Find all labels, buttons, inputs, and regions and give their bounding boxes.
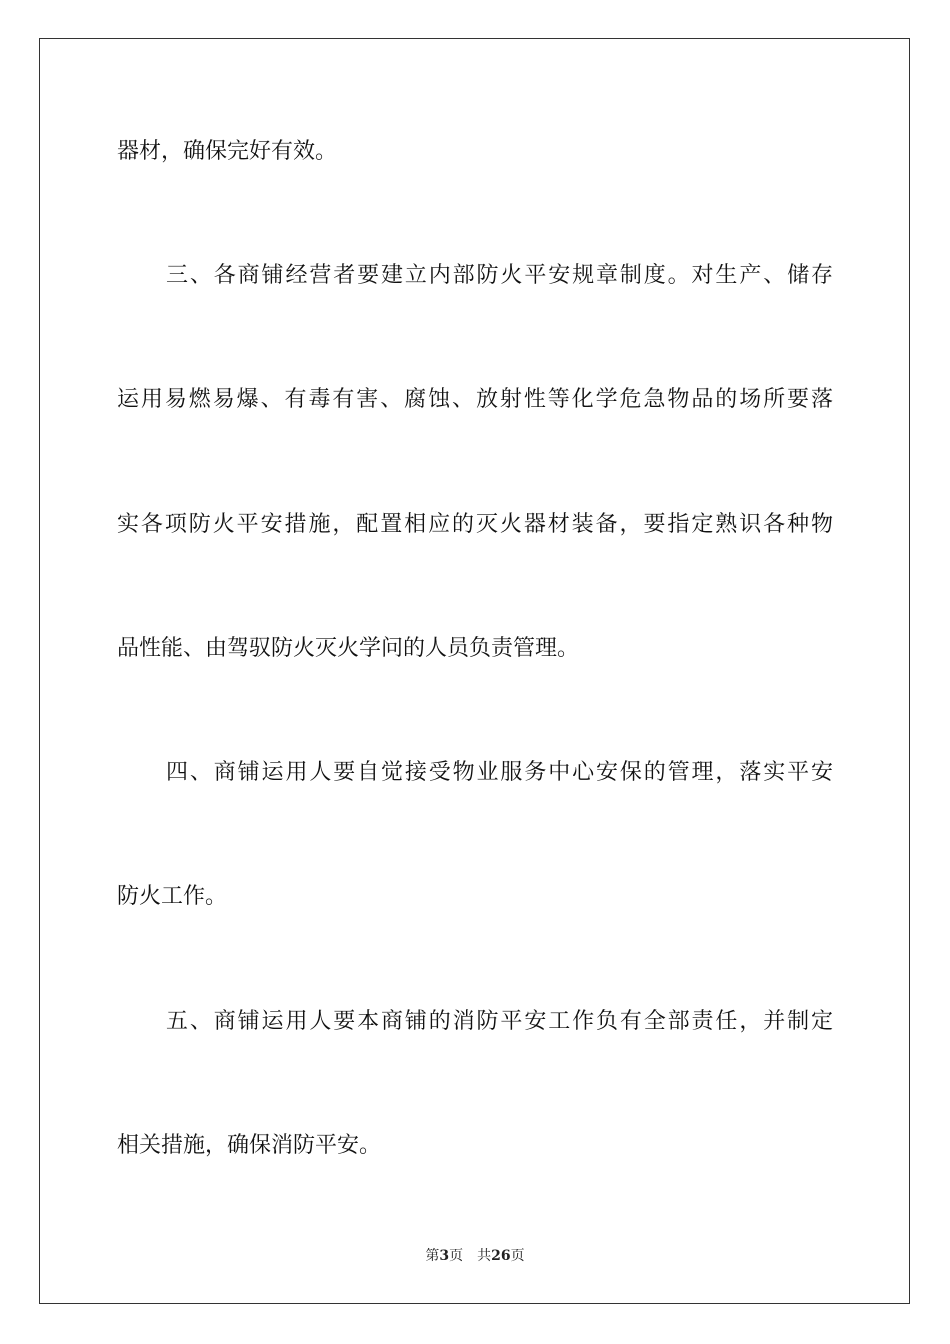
footer-page-suffix: 页 [449, 1248, 464, 1264]
page-footer [0, 1246, 950, 1266]
text-line-8: 五、商铺运用人要本商铺的消防平安工作负有全部责任，并制定 [166, 1009, 833, 1034]
footer-page-prefix: 第 [425, 1248, 440, 1264]
text-line-9: 相关措施，确保消防平安。 [117, 1133, 382, 1158]
text-line-2: 三、各商铺经营者要建立内部防火平安规章制度。对生产、储存 [166, 263, 833, 288]
text-line-6: 四、商铺运用人要自觉接受物业服务中心安保的管理，落实平安 [166, 760, 833, 785]
footer-total-prefix: 共 [477, 1248, 492, 1264]
text-line-5: 品性能、由驾驭防火灭火学问的人员负责管理。 [117, 636, 580, 661]
text-line-1: 器材，确保完好有效。 [117, 139, 338, 164]
footer-total-pages: 26 [491, 1248, 511, 1264]
footer-page-number: 3 [439, 1248, 450, 1264]
text-line-3: 运用易燃易爆、有毒有害、腐蚀、放射性等化学危急物品的场所要落 [117, 387, 833, 412]
text-line-7: 防火工作。 [117, 884, 228, 909]
text-line-4: 实各项防火平安措施，配置相应的灭火器材装备，要指定熟识各种物 [117, 512, 833, 537]
footer-total-suffix: 页 [510, 1248, 525, 1264]
page-frame [39, 38, 910, 1304]
